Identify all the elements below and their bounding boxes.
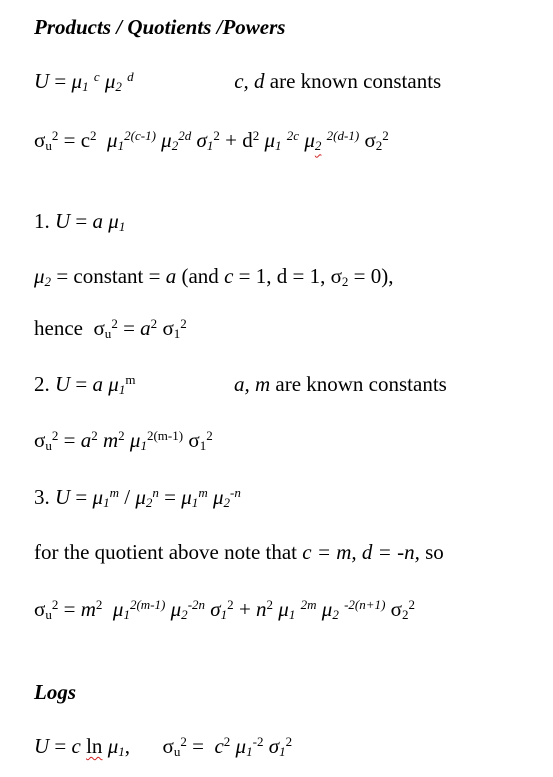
item-1-equation: 1. U = a $\mu_1$ [34,209,126,235]
item-1-result: hence $\sigma_u^2 = a^2$ $\sigma_1^2$ [34,315,187,342]
section-title: Products / Quotients /Powers [34,15,286,39]
item-2-equation: 2. U = a $\mu_1^m$ a, m are known constants [34,371,447,398]
equation-product-general: $U = \mu_1$ $^c$ $\mu_2$ $^d$ c, d are known constants [34,68,442,95]
mu-symbol: μ [71,69,83,93]
constants-vars: c, d [234,69,265,93]
item-2-result: $\sigma_u^2 = a^2$ $m^2$ $\mu_1^{2(m-1)}$ $\sigma_1^2$ [34,427,213,454]
equation-variance-general: $\sigma_u^2 = c^2$ $\mu_1^{2(c-1)}$ $\mu_2^{2d}$ $\sigma_1^2 + d^2$ $\mu_1$ $^{2c}$ $\mu_2$ $^{2(d-1)}$ $\sigma_2^2$ [34,127,389,154]
constants-text: are known constants [264,69,442,93]
item-3-equation: 3. $U = \mu_1^m / \mu_2^n = \mu_1^m$ $\mu_2^{-n}$ [34,484,241,511]
item-3-result: $\sigma_u^2 = m^2$ $\mu_1^{2(m-1)}$ $\mu_2^{-2n}$ $\sigma_1^2 + n^2$ $\mu_1$ $^{2m}$ $\mu_2$ $^{-2(n+1)}$ $\sigma_2^2$ [34,596,416,623]
item-1-explanation: $\mu_2$ = constant = a (and c = 1, d = 1, $\sigma_2 = 0$), [34,264,394,290]
quotient-note: for the quotient above note that c = m, d = -n, so [34,540,444,564]
logs-equation: U = c $\ln \mu_1$, $\sigma_u^2 = c^2$ $\mu_1^{-2}$ $\sigma_1^2$ [34,733,293,760]
logs-heading: Logs [34,680,76,704]
